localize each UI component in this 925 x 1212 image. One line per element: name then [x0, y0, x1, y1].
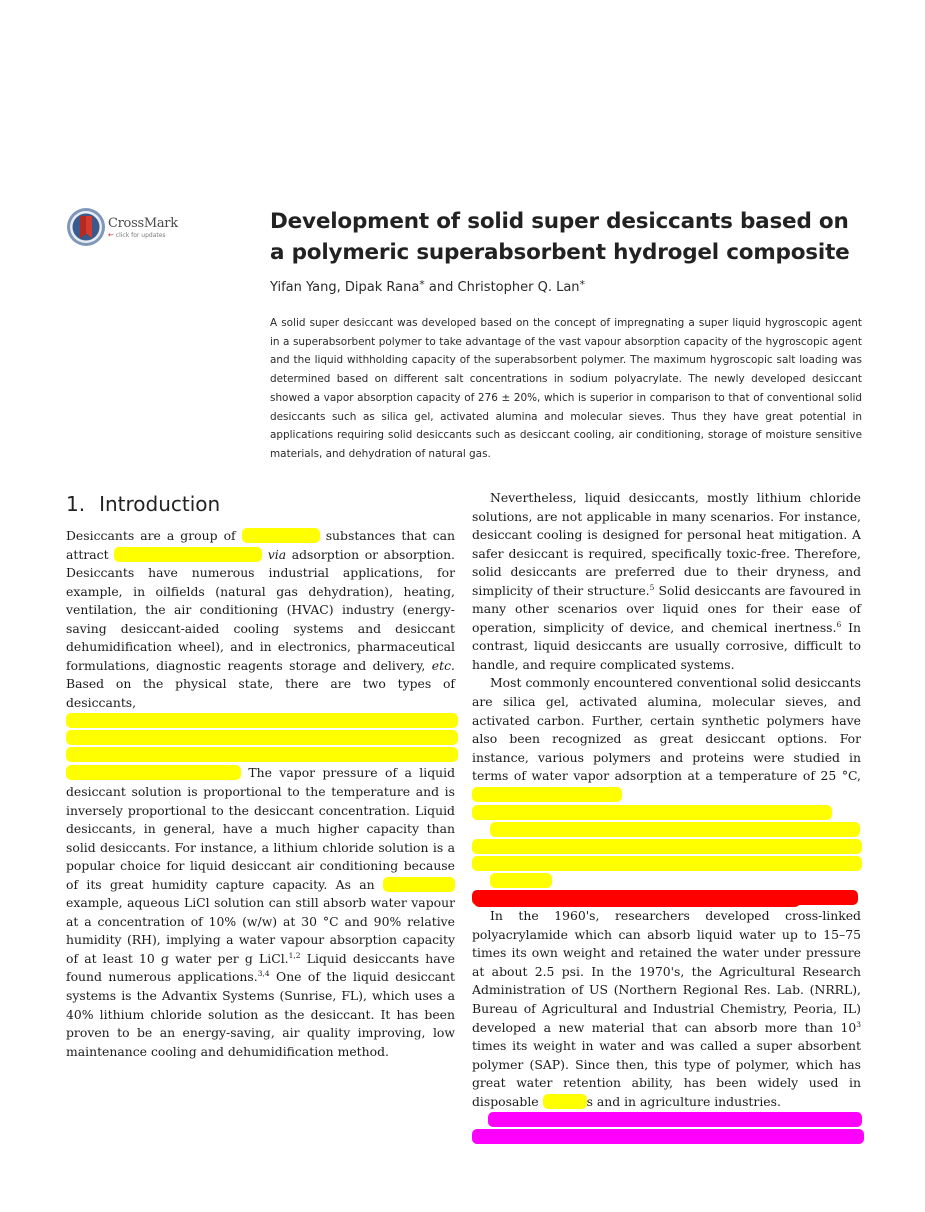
redaction-block: [242, 528, 320, 543]
abstract: A solid super desiccant was developed based on the concept of impregnating a super liquid hygroscopic agent in a superabsorbent polymer to take advantage of the vast vapour absorption capacity of the hygroscopic agent and the liquid withholding capacity of the superabsorbent polymer. The maximum hygroscopic salt loading was determined based on different salt concentrations in sodium polyacrylate. The newly developed desiccant showed a vapor absorption capacity of 276 ± 20%, which is superior in comparison to that of conventional solid desiccants such as silica gel, activated alumina and molecular sieves. Thus they have great potential in applications requiring solid desiccants such as desiccant cooling, air conditioning, storage of moisture sensitive materials, and dehydration of natural gas.: [270, 317, 862, 460]
section-title: Introduction: [99, 492, 221, 516]
redaction-line: [472, 856, 862, 871]
crossmark-logo-icon: [66, 207, 106, 247]
text-run: Most commonly encountered conventional solid desiccants are silica gel, activated alumina, molecular sieves, and activated carbon. Further, certain synthetic polymers have also been recognized as great desiccant options. For instance, various polymers and proteins were studied in terms of water vapor adsorption at a temperature of 25 °C,: [472, 675, 861, 784]
section-number: 1.: [66, 492, 86, 516]
text-run: In contrast, liquid desiccants are usually corrosive, difficult to handle, and require complicated systems.: [472, 619, 861, 672]
redaction-line-magenta: [472, 1129, 864, 1144]
left-column: [66, 527, 455, 1061]
intro-paragraph-1: [66, 527, 455, 1061]
redaction-line: [472, 805, 832, 820]
text-run: Desiccants are a group of: [66, 528, 242, 543]
authors-part-2: and Christopher Q. Lan: [424, 280, 580, 295]
citation[interactable]: 5: [649, 582, 655, 592]
section-heading: [66, 490, 220, 518]
redaction-line: [66, 730, 458, 745]
text-run: Liquid desiccants have found numerous applications.: [66, 950, 455, 985]
crossmark-tagline: [108, 231, 166, 239]
redaction-block: [472, 787, 622, 802]
intro-paragraph-3: [472, 674, 861, 905]
text-run: etc.: [431, 657, 455, 673]
redaction-line: [66, 747, 458, 762]
redaction-block: [114, 547, 262, 562]
text-run: s and in agriculture industries.: [586, 1093, 781, 1109]
redaction-line: [490, 822, 860, 837]
text-run: example, aqueous LiCl solution can still absorb water vapour at a concentration of 10% (w/w) at 30 °C and 90% relative humidity (RH), implying a water vapour absorption capacity of at least 10 g water per g LiCl.: [66, 895, 455, 966]
text-run: substances that can attract: [66, 528, 455, 562]
redaction-block: [490, 873, 552, 888]
text-run: In the 1960's, researchers developed cross-linked polyacrylamide which can absorb liquid water up to 15–75 times its own weight and retained the water under pressure at about 2.5 psi. In the 1970's, the Agricultural Research Administration of US (Northern Regional Res. Lab. (NRRL), Bureau of Agricultural and Industrial Chemistry, Peoria, IL) developed a new material that can absorb more than 10: [472, 908, 861, 1035]
redaction-line-mixed: [472, 873, 862, 888]
intro-paragraph-4: [472, 907, 861, 1144]
text-run: Based on the physical state, there are two types of desiccants,: [66, 676, 455, 710]
redaction-block: [66, 765, 241, 780]
corresponding-mark-1: *: [419, 278, 425, 291]
citation[interactable]: 3,4: [257, 969, 270, 979]
text-run: Solid desiccants are favoured in many other scenarios over liquid ones for their ease of operation, simplicity of device, and chemical inertness.: [472, 582, 861, 635]
redaction-block: [383, 877, 455, 892]
crossmark-badge[interactable]: [66, 207, 196, 247]
text-run: The vapor pressure of a liquid desiccant solution is proportional to the temperature and is inversely proportional to the desiccant concentration. Liquid desiccants, in general, have a much higher capacity than solid desiccants. For instance, a lithium chloride solution is a popular choice for liquid desiccant air conditioning because of its great humidity capture capacity. As an: [66, 765, 455, 892]
crossmark-name: CrossMark: [108, 216, 178, 231]
text-run: Nevertheless, liquid desiccants, mostly lithium chloride solutions, are not applicable in many scenarios. For instance, desiccant cooling is designed for personal heat mitigation. A safer desiccant is required, specifically toxic-free. Therefore, solid desiccants are preferred due to their dryness, and simplicity of their structure.: [472, 490, 861, 598]
intro-paragraph-2: [472, 489, 861, 674]
superscript: 3: [856, 1019, 861, 1029]
article-title: Development of solid super desiccants based on a polymeric superabsorbent hydrogel composite: [270, 209, 850, 265]
text-run: One of the liquid desiccant systems is the Advantix Systems (Sunrise, FL), which uses a 40% lithium chloride solution as the desiccant. It has been proven to be an energy-saving, air quality improving, low maintenance cooling and dehumidification method.: [66, 969, 456, 1059]
redaction-block-red: [474, 892, 800, 907]
author-list: [270, 279, 585, 297]
authors-part-1: Yifan Yang, Dipak Rana: [270, 280, 420, 295]
corresponding-mark-2: *: [579, 278, 586, 291]
citation[interactable]: 1,2: [288, 950, 301, 960]
arrow-left-icon: ←: [108, 231, 114, 239]
redaction-block: [543, 1094, 587, 1109]
text-run: adsorption or absorption. Desiccants have numerous industrial applications, for example, in oilfields (natural gas dehydration), heating, ventilation, the air conditioning (HVAC) industry (energy-saving desiccant-aided cooling systems and desiccant dehumidification wheel), and in electronics, pharmaceutical formulations, diagnostic reagents storage and delivery,: [66, 546, 455, 673]
redaction-line: [66, 713, 458, 728]
redaction-line: [472, 839, 862, 854]
citation[interactable]: 6: [836, 619, 842, 629]
text-run: via: [267, 546, 287, 562]
crossmark-tagline-text: click for updates: [115, 232, 166, 239]
text-run: times its weight in water and was called a super absorbent polymer (SAP). Since then, this type of polymer, which has great water retention ability, has been widely used in disposable: [472, 1038, 861, 1109]
redaction-line-magenta: [488, 1112, 862, 1127]
right-column: [472, 489, 861, 1146]
